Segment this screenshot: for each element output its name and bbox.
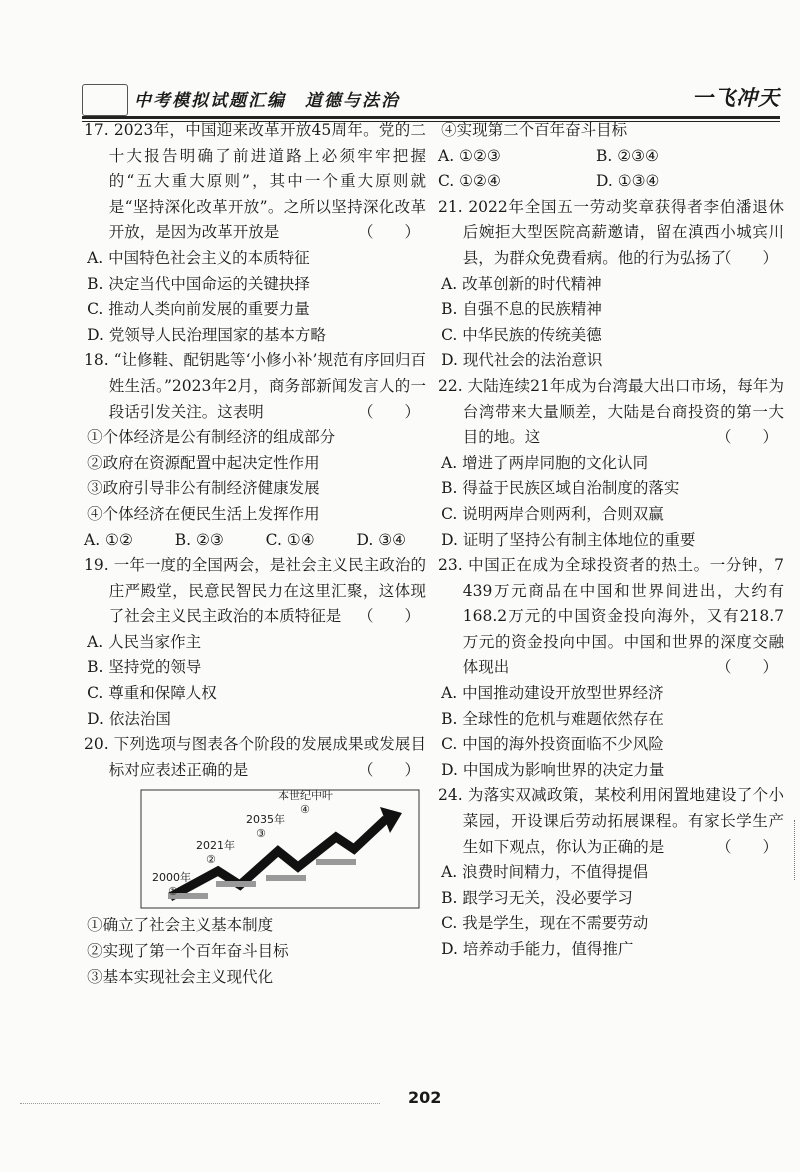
- answer-bracket: （ ）: [357, 607, 420, 626]
- option: C. 中华民族的传统美德: [441, 325, 602, 344]
- answer-bracket: （ ）: [715, 248, 778, 267]
- question-21: [438, 195, 784, 374]
- answer-bracket: （ ）: [357, 223, 420, 242]
- figure-label: ③: [256, 827, 266, 841]
- option: A. 中国推动建设开放型世界经济: [441, 684, 664, 703]
- option: C. 说明两岸合则两利，合则双赢: [441, 504, 664, 523]
- answer-bracket: （ ）: [715, 837, 778, 856]
- answer-bracket: （ ）: [715, 428, 778, 447]
- figure-label: 2021年: [196, 839, 235, 853]
- statement-item: ②实现了第一个百年奋斗目标: [87, 942, 289, 961]
- figure-label: ①: [168, 885, 178, 899]
- option: D. ③④: [356, 530, 406, 549]
- option: C. 中国的海外投资面临不少风险: [441, 735, 664, 754]
- question-24-stem: 24. 为落实双减政策，某校利用闲置地建设了个小菜园，开设课后劳动拓展课程。有家长学生产生如下观点，你认为正确的是: [438, 786, 784, 856]
- option: D. 依法治国: [87, 709, 171, 728]
- question-17: [84, 118, 426, 348]
- option: D. 证明了坚持公有制主体地位的重要: [441, 530, 696, 549]
- question-23-stem: 23. 中国正在成为全球投资者的热土。一分钟，7 439万元商品在中国和世界间进出，大约有168.2万元的中国资金投向海外，又有218.7万元的资金投向中国。中国和世界的深度交融体现出: [438, 556, 784, 677]
- option: B. 决定当代中国命运的关键抉择: [87, 274, 310, 293]
- statement-item: ②政府在资源配置中起决定性作用: [87, 453, 320, 472]
- option: B. 得益于民族区域自治制度的落实: [441, 479, 680, 498]
- margin-dots: [794, 820, 797, 880]
- question-20-continued: [438, 118, 784, 195]
- option: A. 浪费时间精力，不值得提倡: [441, 863, 649, 882]
- option: A. 增进了两岸同胞的文化认同: [441, 453, 649, 472]
- question-18-stem: 18. “让修鞋、配钥匙等‘小修小补’规范有序回归百姓生活。”2023年2月，商务部新闻发言人的一段话引发关注。这表明: [84, 351, 426, 421]
- statement-item: ④实现第二个百年奋斗目标: [441, 121, 628, 139]
- statement-item: ③基本实现社会主义现代化: [87, 967, 274, 986]
- figure-label: 2000年: [152, 871, 191, 885]
- option: B. ②③: [174, 530, 224, 549]
- option: B. 坚持党的领导: [87, 658, 202, 677]
- footer-dots: [20, 1103, 380, 1104]
- question-19-stem: 19. 一年一度的全国两会，是社会主义民主政治的庄严殿堂，民意民智民力在这里汇聚，这体现了社会主义民主政治的本质特征是: [84, 556, 426, 626]
- question-20-stem: 20. 下列选项与图表各个阶段的发展成果或发展目标对应表述正确的是: [84, 735, 426, 779]
- question-22: [438, 374, 784, 553]
- option: A. 中国特色社会主义的本质特征: [87, 248, 310, 267]
- book-logo-icon: [82, 84, 128, 116]
- figure-label: ②: [206, 853, 216, 867]
- option: B. 跟学习无关，没必要学习: [441, 888, 633, 907]
- options-row: [438, 144, 784, 170]
- answer-bracket: （ ）: [357, 402, 420, 421]
- development-stage-figure: [140, 789, 420, 909]
- option: B. 自强不息的民族精神: [441, 300, 602, 319]
- statement-item: ③政府引导非公有制经济健康发展: [87, 479, 320, 498]
- left-column: [84, 118, 426, 990]
- option: D. 现代社会的法治意识: [441, 351, 603, 370]
- options-row: [84, 528, 426, 554]
- question-19: [84, 553, 426, 732]
- question-22-stem: 22. 大陆连续21年成为台湾最大出口市场，每年为台湾带来大量顺差，大陆是台商投资的第一大目的地。这: [438, 376, 784, 447]
- option: A. ①②: [84, 530, 133, 549]
- page-number: 202: [408, 1088, 442, 1107]
- header-title: 中考模拟试题汇编 道德与法治: [134, 91, 400, 111]
- statement-item: ①确立了社会主义基本制度: [87, 916, 274, 935]
- question-24: [438, 783, 784, 962]
- option: B. 全球性的危机与难题依然存在: [441, 709, 664, 728]
- option: C. ①④: [265, 530, 315, 549]
- option: D. ①③④: [596, 172, 660, 191]
- figure-label: 2035年: [246, 813, 285, 827]
- option: C. 尊重和保障人权: [87, 684, 217, 703]
- options-row: [438, 169, 784, 195]
- option: C. 推动人类向前发展的重要力量: [87, 300, 310, 319]
- option: D. 培养动手能力，值得推广: [441, 940, 634, 958]
- answer-bracket: （ ）: [715, 658, 778, 677]
- question-23: [438, 553, 784, 783]
- question-21-stem: 21. 2022年全国五一劳动奖章获得者李伯潘退休后婉拒大型医院高薪邀请，留在滇西小城宾川县，为群众免费看病。他的行为弘扬了: [438, 197, 784, 267]
- option: D. 中国成为影响世界的决定力量: [441, 760, 665, 779]
- option: B. ②③④: [596, 146, 659, 165]
- option: C. ①②④: [438, 172, 501, 191]
- right-column: [438, 118, 784, 963]
- statement-item: ④个体经济在便民生活上发挥作用: [87, 504, 320, 523]
- question-18: [84, 348, 426, 553]
- question-20: [84, 732, 426, 990]
- option: A. 改革创新的时代精神: [441, 274, 602, 293]
- figure-label: ④: [300, 803, 310, 817]
- figure-label: 本世纪中叶: [278, 789, 333, 803]
- header-brand: 一飞冲天: [692, 85, 780, 110]
- option: A. 人民当家作主: [87, 632, 202, 651]
- answer-bracket: （ ）: [357, 760, 420, 779]
- page-header: [82, 84, 780, 118]
- option: C. 我是学生，现在不需要劳动: [441, 914, 649, 933]
- option: A. ①②③: [438, 146, 501, 165]
- statement-item: ①个体经济是公有制经济的组成部分: [87, 428, 336, 447]
- question-17-stem: 17. 2023年，中国迎来改革开放45周年。党的二十大报告明确了前进道路上必须牢牢把握的“五大重大原则”，其中一个重大原则就是“坚持深化改革开放”。之所以坚持深化改革开放，是因为改革开放是: [84, 121, 426, 242]
- option: D. 党领导人民治理国家的基本方略: [87, 325, 326, 344]
